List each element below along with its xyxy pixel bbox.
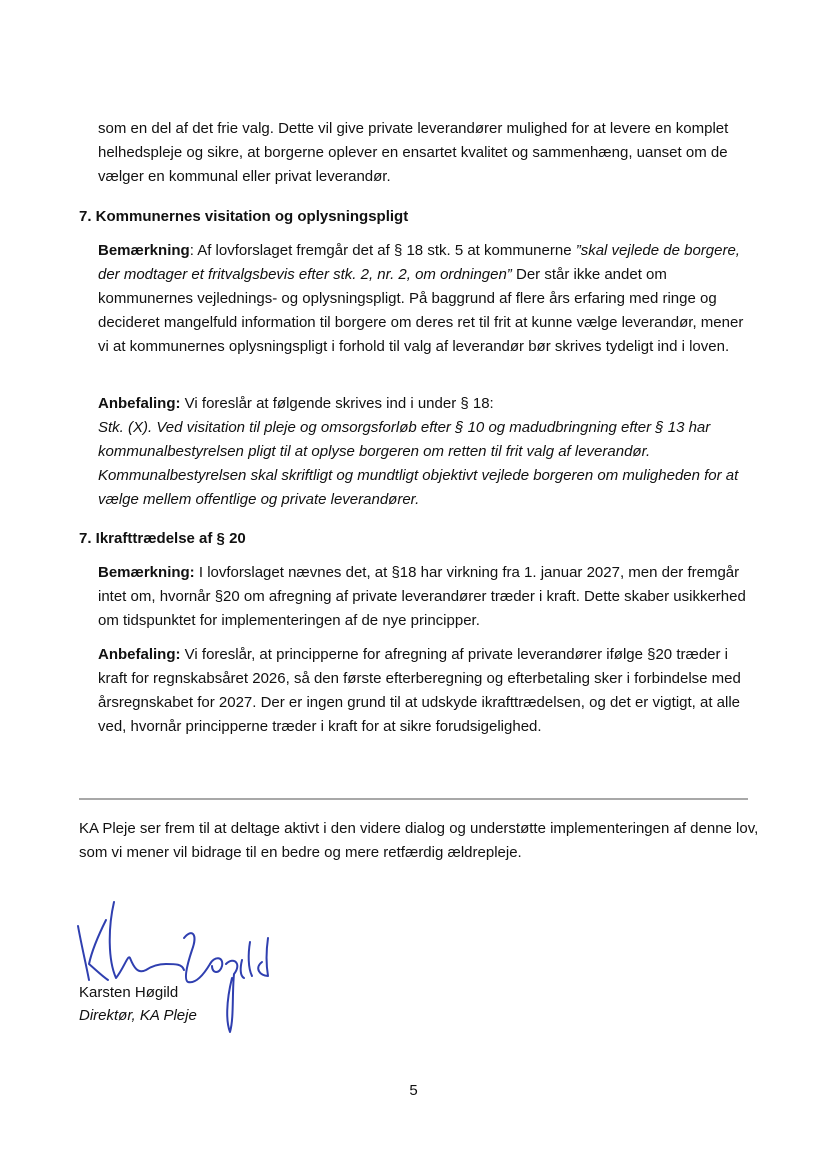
- section-heading-ikrafttraedelse: 7. Ikrafttrædelse af § 20: [79, 530, 246, 547]
- section-heading-visitation: 7. Kommunernes visitation og oplysningspligt: [79, 208, 409, 225]
- recommendation-text: Vi foreslår, at principperne for afregning af private leverandører ifølge §20 træder i kraft for regnskabsåret 2026, så den første efterberegning og efterbetaling sker i forbindelse med årsregnskabet for 2027. Der er ingen grund til at udskyde ikrafttrædelsen, og det er vigtigt, at alle ved, hvornår principperne træder i kraft for at sikre forudsigelighed.: [98, 646, 741, 735]
- remark-text: : Af lovforslaget fremgår det af § 18 stk. 5 at kommunerne: [189, 242, 576, 259]
- recommendation-paragraph-ikrafttraedelse: [98, 643, 758, 739]
- signature-stroke-h: [184, 933, 210, 982]
- remark-label: Bemærkning:: [98, 564, 195, 581]
- remark-label: Bemærkning: [98, 242, 190, 259]
- signatory-title: Direktør, KA Pleje: [79, 1007, 197, 1024]
- remark-paragraph-visitation: [98, 239, 758, 359]
- signature-stroke-oe: [210, 958, 222, 972]
- signature-stroke-k-arm: [89, 920, 108, 980]
- remark-text-continued: Der står ikke andet om kommunernes vejlednings- og oplysningspligt. På baggrund af flere års erfaring med ringe og decideret mangelfuld information til borgere om deres ret til frit at kunne vælge leverandør, mener vi at kommunernes oplysningspligt i forhold til valg af leverandør bør skrives tydeligt ind i loven.: [98, 266, 744, 355]
- recommendation-quote: Stk. (X). Ved visitation til pleje og omsorgsforløb efter § 10 og madudbringning efter § 13 har kommunalbestyrelsen pligt til at oplyse borgeren om retten til frit valg af leverandør. Kommunalbestyrelsen skal skriftligt og mundtligt objektivt vejlede borgeren om muligheden for at vælge mellem offentlige og private leverandører.: [98, 419, 739, 508]
- signature-stroke-k: [78, 926, 89, 980]
- signature-stroke-d: [258, 938, 268, 976]
- remark-paragraph-ikrafttraedelse: [98, 561, 758, 633]
- recommendation-label: Anbefaling:: [98, 646, 181, 663]
- signature-stroke-loop: [110, 902, 184, 978]
- signature-stroke-l: [249, 942, 252, 976]
- intro-paragraph: som en del af det frie valg. Dette vil give private leverandører mulighed for at levere en komplet helhedspleje og sikre, at borgerne oplever en ensartet kvalitet og sammenhæng, uanset om de vælger en kommunal eller privat leverandør.: [98, 120, 729, 185]
- section-divider: [79, 798, 748, 800]
- remark-text: I lovforslaget nævnes det, at §18 har virkning fra 1. januar 2027, men der fremgår intet om, hvornår §20 om afregning af private leverandører træder i kraft. Dette skaber usikkerhed om tidspunktet for implementeringen af de nye principper.: [98, 564, 746, 629]
- remark-quote: ”skal vejlede de borgere, der modtager et fritvalgsbevis efter stk. 2, nr. 2, om ordningen”: [98, 242, 740, 283]
- recommendation-paragraph-visitation: [98, 392, 758, 512]
- recommendation-text: Vi foreslår at følgende skrives ind i under § 18:: [180, 395, 494, 412]
- recommendation-label: Anbefaling:: [98, 395, 181, 412]
- page-number: 5: [409, 1082, 418, 1099]
- closing-paragraph: KA Pleje ser frem til at deltage aktivt i den videre dialog og understøtte implementeringen af denne lov, som vi mener vil bidrage til en bedre og mere retfærdig ældrepleje.: [79, 820, 759, 861]
- signature-stroke-g: [226, 961, 237, 1032]
- signature-stroke-i: [241, 960, 244, 978]
- signatory-name: Karsten Høgild: [79, 984, 179, 1001]
